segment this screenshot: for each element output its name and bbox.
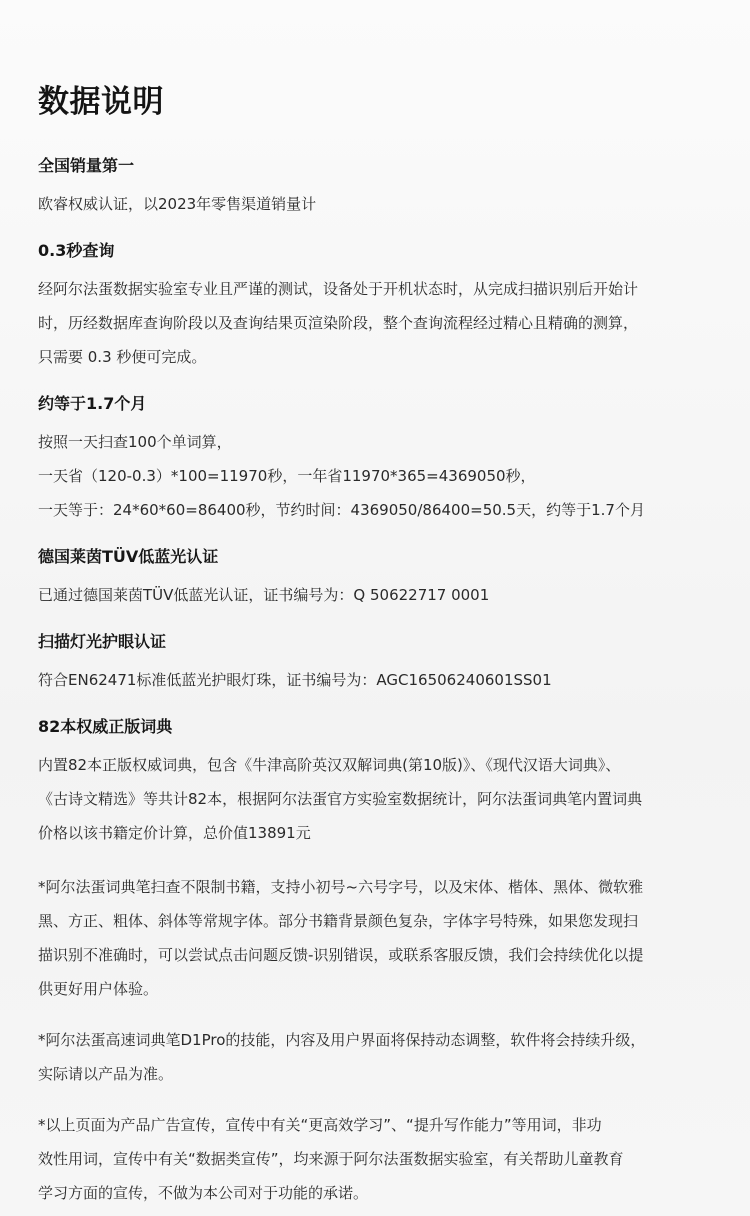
disclaimer-text-line: *阿尔法蛋高速词典笔D1Pro的技能，内容及用户界面将保持动态调整，软件将会持续升级， <box>38 1031 646 1049</box>
disclaimer-text-line: 效性用词，宣传中有关“数据类宣传”，均来源于阿尔法蛋数据实验室，有关帮助儿童教育 <box>38 1150 624 1168</box>
disclaimer-note <box>38 870 720 1006</box>
disclaimer-text-line: 学习方面的宣传，不做为本公司对于功能的承诺。 <box>38 1184 369 1202</box>
disclaimer-text-line: 黑、方正、粗体、斜体等常规字体。部分书籍背景颜色复杂，字体字号特殊，如果您发现扫 <box>38 912 639 930</box>
disclaimer-text-line: 供更好用户体验。 <box>38 980 159 998</box>
claim-section <box>38 156 720 221</box>
claim-text-line: 《古诗文精选》等共计82本，根据阿尔法蛋官方实验室数据统计，阿尔法蛋词典笔内置词典 <box>38 790 643 808</box>
claim-section <box>38 547 720 612</box>
disclaimer-text-line: 描识别不准确时，可以尝试点击问题反馈-识别错误，或联系客服反馈，我们会持续优化以提 <box>38 946 644 964</box>
disclaimer-text-line: 实际请以产品为准。 <box>38 1065 174 1083</box>
claim-section <box>38 717 720 850</box>
claims-list <box>38 156 720 850</box>
claim-section <box>38 394 720 527</box>
disclaimer-note <box>38 1023 720 1091</box>
claim-heading: 扫描灯光护眼认证 <box>38 632 167 651</box>
disclaimer-text-line: *阿尔法蛋词典笔扫查不限制书籍，支持小初号~六号字号，以及宋体、楷体、黑体、微软雅 <box>38 878 644 896</box>
claim-text-line: 经阿尔法蛋数据实验室专业且严谨的测试，设备处于开机状态时，从完成扫描识别后开始计 <box>38 280 639 298</box>
claim-text-line: 一天等于：24*60*60=86400秒，节约时间：4369050/86400=50.5天，约等于1.7个月 <box>38 501 645 519</box>
claim-text-line: 时，历经数据库查询阶段以及查询结果页渲染阶段，整个查询流程经过精心且精确的测算， <box>38 314 639 332</box>
claim-section <box>38 632 720 697</box>
claim-heading: 全国销量第一 <box>38 156 135 175</box>
claim-text-line: 价格以该书籍定价计算，总价值13891元 <box>38 824 311 842</box>
claim-text-line: 符合EN62471标准低蓝光护眼灯珠，证书编号为：AGC16506240601SS01 <box>38 671 552 689</box>
claim-heading: 德国莱茵TÜV低蓝光认证 <box>38 547 219 566</box>
claim-heading: 0.3秒查询 <box>38 241 115 260</box>
claim-text-line: 欧睿权威认证，以2023年零售渠道销量计 <box>38 195 317 213</box>
claim-section <box>38 241 720 374</box>
disclaimer-text-line: *以上页面为产品广告宣传，宣传中有关“更高效学习”、“提升写作能力”等用词，非功 <box>38 1116 602 1134</box>
disclaimer-notes <box>38 870 720 1210</box>
claim-text-line: 一天省（120-0.3）*100=11970秒，一年省11970*365=4369050秒， <box>38 467 536 485</box>
claim-text-line: 按照一天扫查100个单词算， <box>38 433 232 451</box>
claim-text-line: 已通过德国莱茵TÜV低蓝光认证，证书编号为：Q 50622717 0001 <box>38 586 490 604</box>
claim-text-line: 内置82本正版权威词典，包含《牛津高阶英汉双解词典(第10版)》、《现代汉语大词典》、 <box>38 756 621 774</box>
claim-text-line: 只需要 0.3 秒便可完成。 <box>38 348 207 366</box>
disclaimer-note <box>38 1108 720 1210</box>
claim-heading: 约等于1.7个月 <box>38 394 147 413</box>
page-title: 数据说明 <box>38 84 164 120</box>
claim-heading: 82本权威正版词典 <box>38 717 173 736</box>
